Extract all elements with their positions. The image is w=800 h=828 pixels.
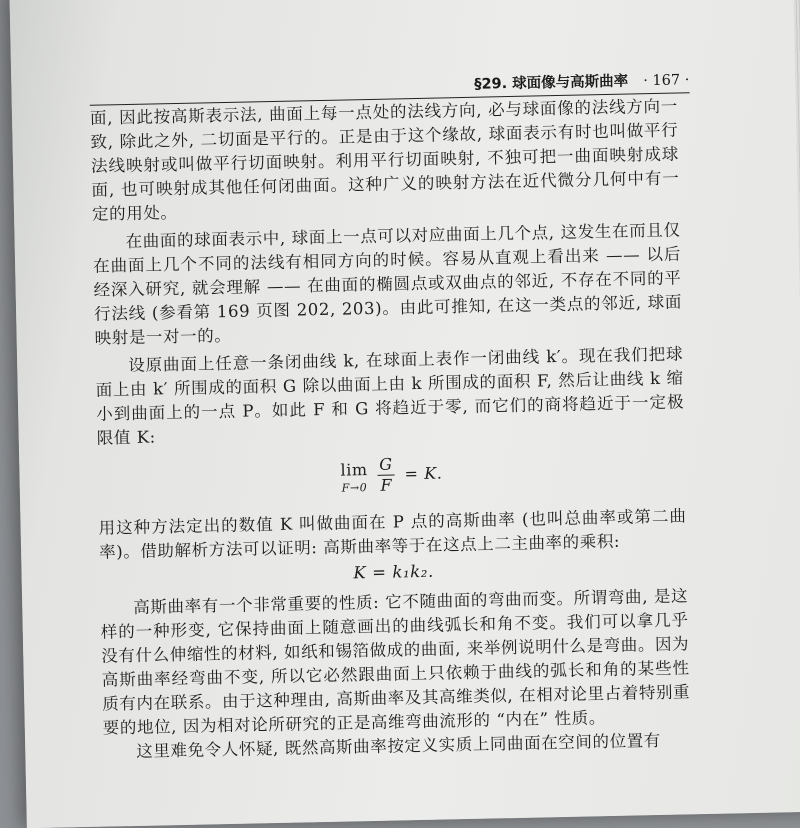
page-number: · 167 · <box>643 72 690 90</box>
page-edge <box>793 0 800 812</box>
book-page <box>9 0 800 828</box>
numerator: G <box>377 455 395 476</box>
product-formula: K = k₁k₂. <box>353 561 435 583</box>
paragraph-4: 用这种方法定出的数值 K 叫做曲面在 P 点的高斯曲率 (也叫总曲率或第二曲率)。借助解析方法可以证明: 高斯曲率等于在这点上二主曲率的乘积: <box>98 506 687 562</box>
limit-formula <box>97 448 686 510</box>
fraction <box>377 455 395 496</box>
paragraph-5: 高斯曲率有一个非常重要的性质: 它不随曲面的弯曲而变。所谓弯曲, 是这样的一种形变, 它保持曲面上随意画出的曲线弧长和角不变。我们可以拿几乎没有什么伸缩性的材料, 如纸和锡箔做成的曲面, 来举例说明什么是弯曲。因为高斯曲率经弯曲不变, 所以它必然跟曲面上只依赖于曲线的弧长和角的某些性质有内在联系。由于这种理由, 高斯曲率及其高维类似, 在相对论里占着特别重要的地位, 因为相对论所研究的正是高维弯曲流形的 “内在” 性质。 <box>100 586 691 738</box>
paragraph-2: 在曲面的球面表示中, 球面上一点可以对应曲面上几个点, 这发生在而且仅在曲面上几个不同的法线有相同方向的时候。容易从直观上看出来 —— 以后经深入研究, 就会理解 —— 在曲面的椭圆点或双曲点的邻近, 不存在不同的平行法线 (参看第 169 页图 202, 203)。由此可推知, 在这一类点的邻近, 球面映射是一对一的。 <box>92 220 683 348</box>
section-title: §29. 球面像与高斯曲率 <box>474 73 629 93</box>
limit-subscript: F→0 <box>341 481 368 495</box>
denominator: F <box>380 475 393 495</box>
limit-operator: lim F→0 <box>340 460 368 495</box>
paragraph-1: 面, 因此按高斯表示法, 曲面上每一点处的法线方向, 必与球面像的法线方向一致, 除此之外, 二切面是平行的。正是由于这个缘故, 球面表示有时也叫做平行法线映射或叫做平行切面映射。利用平行切面映射, 不独可把一曲面映射成球面, 也可映射成其他任何闭曲面。这种广义的映射方法在近代微分几何中有一定的用处。 <box>89 96 680 224</box>
formula-rhs: = K. <box>404 463 443 484</box>
paragraph-3: 设原曲面上任意一条闭曲线 k, 在球面上表作一闭曲线 k′。现在我们把球面上由 k′ 所围成的面积 G 除以曲面上由 k 所围成的面积 F, 然后让曲线 k 缩小到曲面上的一点 P。如此 F 和 G 将趋近于零, 而它们的商将趋近于一定极限值 K: <box>95 344 685 448</box>
body-text <box>90 94 692 764</box>
paragraph-6: 这里难免令人怀疑, 既然高斯曲率按定义实质上同曲面在空间的位置有 <box>136 730 662 761</box>
